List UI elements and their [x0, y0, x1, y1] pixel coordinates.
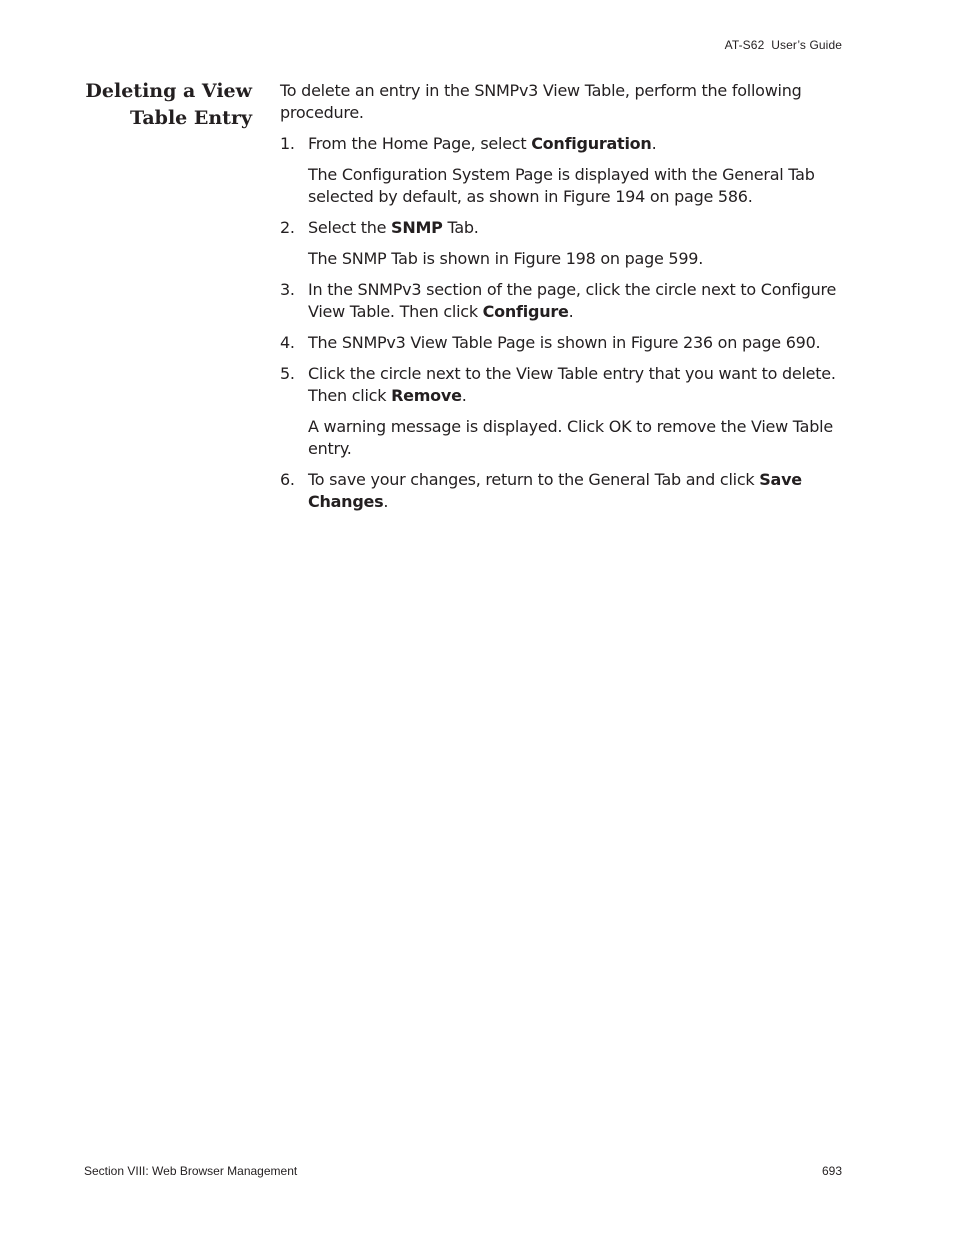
- section-heading: [52, 78, 252, 132]
- footer-page-number: 693: [821, 1164, 842, 1178]
- step-text-bold: Configuration: [531, 134, 652, 153]
- step-text-bold: Remove: [391, 386, 462, 405]
- step-text-pre: In the SNMPv3 section of the page, click the circle next to Configure View Table. Then click: [308, 280, 837, 321]
- procedure-step-6: [280, 469, 840, 513]
- step-text-post: .: [383, 492, 389, 511]
- step-text: [308, 363, 840, 407]
- step-text-pre: To save your changes, return to the General Tab and click: [308, 470, 760, 489]
- step-number: 6.: [280, 470, 295, 489]
- step-text-pre: Click the circle next to the View Table entry that you want to delete. Then click: [308, 364, 836, 405]
- step-text-pre: From the Home Page, select: [308, 134, 532, 153]
- step-number: 5.: [280, 364, 295, 383]
- step-note: A warning message is displayed. Click OK to remove the View Table entry.: [308, 417, 833, 458]
- step-text-pre: Select the: [308, 218, 392, 237]
- step-text-post: .: [651, 134, 657, 153]
- procedure-steps: [280, 133, 840, 513]
- procedure-step-1: [280, 133, 840, 208]
- procedure-step-2: [280, 217, 840, 270]
- step-number: 3.: [280, 280, 295, 299]
- intro-paragraph: To delete an entry in the SNMPv3 View Table, perform the following procedure.: [280, 81, 802, 122]
- step-text-post: .: [461, 386, 467, 405]
- step-note: The SNMP Tab is shown in Figure 198 on page 599.: [308, 249, 704, 268]
- step-number: 1.: [280, 134, 295, 153]
- procedure-step-5: [280, 363, 840, 460]
- step-text-post: .: [568, 302, 574, 321]
- running-header: AT-S62 User’s Guide: [724, 38, 842, 52]
- procedure-step-3: [280, 279, 840, 323]
- step-text-bold: Save Changes: [308, 470, 802, 511]
- step-text: [308, 133, 840, 155]
- section-heading-line2: Table Entry: [130, 107, 252, 129]
- step-note: The Configuration System Page is displayed with the General Tab selected by default, as shown in Figure 194 on page 586.: [308, 165, 815, 206]
- section-heading-line1: Deleting a View: [85, 80, 252, 102]
- step-text: The SNMPv3 View Table Page is shown in Figure 236 on page 690.: [308, 333, 821, 352]
- step-number: 2.: [280, 218, 295, 237]
- step-text-bold: SNMP: [391, 218, 443, 237]
- step-text: [308, 279, 840, 323]
- body-text: [280, 80, 840, 522]
- step-text: [308, 217, 840, 239]
- step-text-post: Tab.: [442, 218, 479, 237]
- footer-section-title: Section VIII: Web Browser Management: [84, 1164, 298, 1178]
- step-text: [308, 469, 840, 513]
- step-text-bold: Configure: [482, 302, 569, 321]
- procedure-step-4: [280, 332, 840, 354]
- step-number: 4.: [280, 333, 295, 352]
